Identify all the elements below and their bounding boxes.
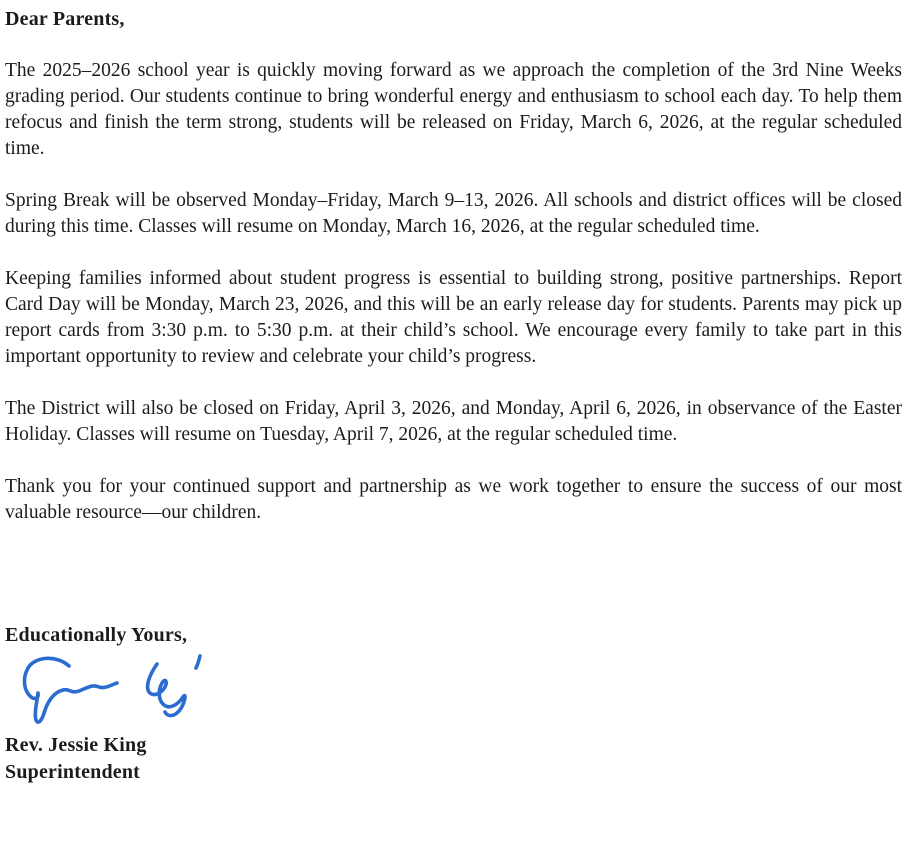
closing: Educationally Yours, xyxy=(5,624,188,646)
signature-title: Superintendent xyxy=(5,761,141,783)
paragraph-report-card-day: Keeping families informed about student progress is essential to building strong, positive partnerships. Report Card Day will be Monday, March 23, 2026, and this will be an early release day for students. Parents may pick up report cards from 3:30 p.m. to 5:30 p.m. at their child’s school. We encourage every family to take part in this important opportunity to review and celebrate your child’s progress. xyxy=(5,268,902,367)
handwritten-signature-icon xyxy=(9,650,902,732)
paragraph-school-year: The 2025–2026 school year is quickly moving forward as we approach the completion of the 3rd Nine Weeks grading period. Our students continue to bring wonderful energy and enthusiasm to school each day. To help them refocus and finish the term strong, students will be released on Friday, March 6, 2026, at the regular scheduled time. xyxy=(5,60,902,159)
paragraph-thank-you: Thank you for your continued support and partnership as we work together to ensure the success of our most valuable resource—our children. xyxy=(5,476,902,523)
signature-name: Rev. Jessie King xyxy=(5,734,147,756)
paragraph-easter-holiday: The District will also be closed on Friday, April 3, 2026, and Monday, April 6, 2026, in observance of the Easter Holiday. Classes will resume on Tuesday, April 7, 2026, at the regular scheduled time. xyxy=(5,398,902,445)
salutation: Dear Parents, xyxy=(5,8,125,30)
paragraph-spring-break: Spring Break will be observed Monday–Friday, March 9–13, 2026. All schools and district offices will be closed during this time. Classes will resume on Monday, March 16, 2026, at the regular scheduled time. xyxy=(5,190,902,237)
